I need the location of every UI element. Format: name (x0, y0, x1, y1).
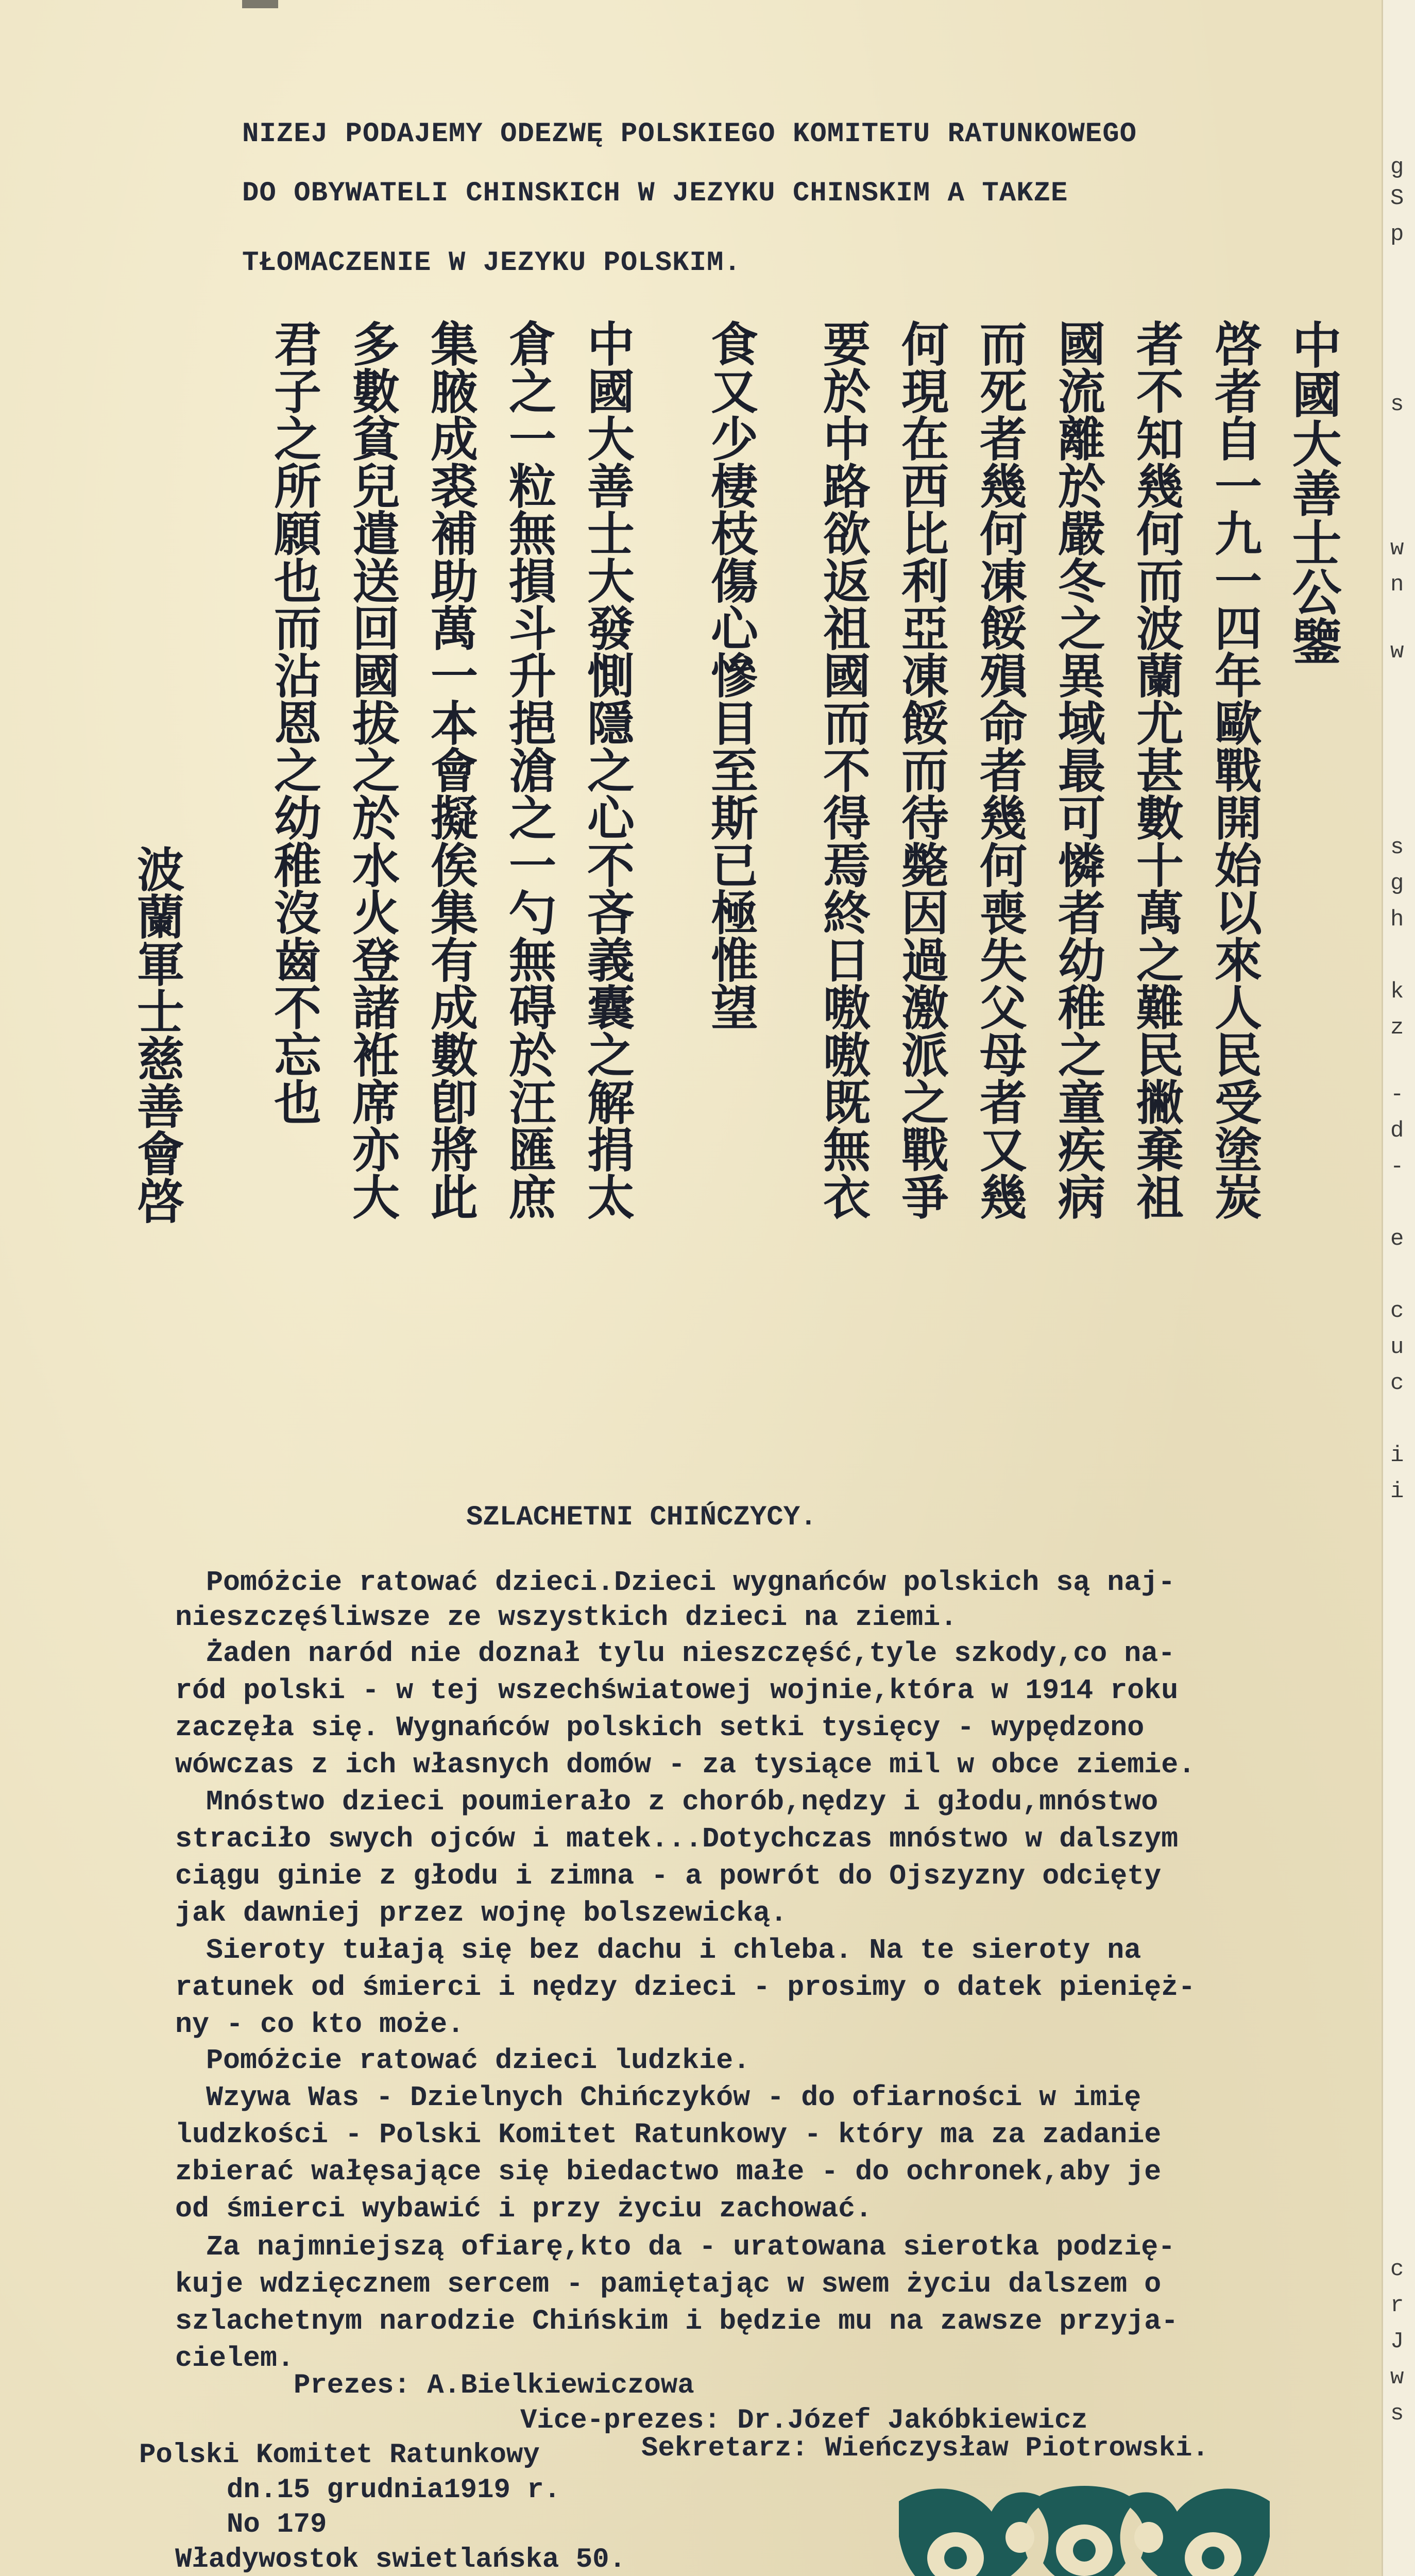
chinese-signature-column: 波蘭軍士慈善會啓 (129, 845, 184, 1224)
polish-line: Mnóstwo dzieci poumierało z chorób,nędzy i głodu,mnóstwo (206, 1786, 1158, 1818)
polish-line: Wzywa Was - Dzielnych Chińczyków - do ofiarności w imię (206, 2081, 1141, 2114)
edge-fragment: c (1390, 2257, 1404, 2282)
polish-line: nieszczęśliwsze ze wszystkich dzieci na ziemi. (175, 1601, 958, 1634)
edge-fragment: z (1390, 1015, 1404, 1041)
polish-line: Pomóżcie ratować dzieci.Dzieci wygnańców polskich są naj- (206, 1566, 1175, 1599)
edge-fragment: w (1390, 536, 1404, 562)
polish-line: wówczas z ich własnych domów - za tysiące mil w obce ziemie. (175, 1749, 1196, 1781)
polish-line: Żaden naród nie doznał tylu nieszczęść,tyle szkody,co na- (206, 1637, 1175, 1670)
chinese-column: 而死者幾何凍餒殞命者幾何喪失父母者又幾 (972, 319, 1027, 1220)
polish-line: ciągu ginie z głodu i zimna - a powrót do Ojszyzny odcięty (175, 1860, 1162, 1892)
edge-fragment: c (1390, 1298, 1404, 1324)
ornament-graphic (899, 2481, 1270, 2576)
chinese-column: 中國大善士公鑒 (1284, 319, 1342, 666)
edge-fragment: k (1390, 979, 1404, 1005)
polish-line: szlachetnym narodzie Chińskim i będzie mu na zawsze przyja- (175, 2305, 1179, 2337)
committee-address: Władywostok swietlańska 50. (175, 2544, 626, 2575)
edge-fragment: r (1390, 2293, 1404, 2318)
polish-line: Pomóżcie ratować dzieci ludzkie. (206, 2044, 751, 2077)
signature-secretary: Sekretarz: Wieńczysław Piotrowski. (641, 2433, 1209, 2464)
polish-line: od śmierci wybawić i przy życiu zachować. (175, 2193, 873, 2225)
signature-president: Prezes: A.Bielkiewiczowa (294, 2370, 694, 2401)
polish-line: zaczęła się. Wygnańców polskich setki tysięcy - wypędzono (175, 1711, 1145, 1744)
polish-line: jak dawniej przez wojnę bolszewicką. (175, 1897, 788, 1929)
edge-fragment: i (1390, 1479, 1404, 1504)
edge-fragment: u (1390, 1334, 1404, 1360)
ornament-dot (944, 2547, 967, 2569)
adjacent-page-edge (1382, 0, 1415, 2576)
chinese-column: 君子之所願也而沾恩之幼稚沒齒不忘也 (266, 319, 321, 1125)
polish-line: ludzkości - Polski Komitet Ratunkowy - który ma za zadanie (175, 2119, 1162, 2151)
chinese-column: 集腋成裘補助萬一本會擬俟集有成數卽將此 (423, 319, 478, 1220)
ornament-hole (1134, 2522, 1163, 2553)
edge-fragment: S (1390, 185, 1404, 211)
edge-fragment: - (1390, 1082, 1404, 1108)
edge-fragment: s (1390, 392, 1404, 417)
signature-vice-president: Vice-prezes: Dr.Józef Jakóbkiewicz (520, 2405, 1088, 2436)
edge-fragment: g (1390, 871, 1404, 896)
chinese-column: 中國大善士大發惻隱之心不吝義囊之解捐太 (579, 319, 635, 1220)
ornament-dot (1202, 2547, 1224, 2569)
polish-line: ny - co kto może. (175, 2008, 465, 2041)
edge-fragment: n (1390, 572, 1404, 598)
edge-fragment: i (1390, 1443, 1404, 1468)
chinese-column: 要於中路欲返祖國而不得焉終日嗷嗷既無衣 (815, 319, 871, 1220)
polish-line: Za najmniejszą ofiarę,kto da - uratowana sierotka podzię- (206, 2231, 1175, 2263)
polish-line: ród polski - w tej wszechświatowej wojnie,która w 1914 roku (175, 1674, 1179, 1707)
chinese-column: 國流離於嚴冬之異域最可憐者幼稚之童疾病 (1050, 319, 1105, 1220)
document-number: No 179 (227, 2509, 327, 2540)
edge-fragment: d (1390, 1118, 1404, 1144)
polish-line: ratunek od śmierci i nędzy dzieci - prosimy o datek pienięż- (175, 1971, 1196, 2004)
header-line: TŁOMACZENIE W JEZYKU POLSKIM. (242, 247, 741, 279)
chinese-column: 多數貧兒遣送回國拔之於水火登諸袵席亦大 (345, 319, 400, 1220)
edge-fragment: s (1390, 835, 1404, 860)
header-line: NIZEJ PODAJEMY ODEZWĘ POLSKIEGO KOMITETU RATUNKOWEGO (242, 118, 1137, 150)
edge-fragment: e (1390, 1226, 1404, 1252)
committee-name: Polski Komitet Ratunkowy (139, 2439, 540, 2471)
edge-fragment: c (1390, 1370, 1404, 1396)
polish-subheading: SZLACHETNI CHIŃCZYCY. (466, 1502, 817, 1533)
edge-fragment: w (1390, 2365, 1404, 2391)
polish-line: kuje wdzięcznem sercem - pamiętając w swem życiu dalszem o (175, 2268, 1162, 2300)
chinese-column: 何現在西比利亞凍餒而待斃因過激派之戰爭 (894, 319, 949, 1220)
chinese-column: 食又少棲枝傷心慘目至斯已極惟望 (703, 319, 758, 1030)
edge-fragment: g (1390, 155, 1404, 180)
ornament-dot (1073, 2539, 1096, 2562)
edge-fragment: - (1390, 1154, 1404, 1180)
polish-line: straciło swych ojców i matek...Dotychczas mnóstwo w dalszym (175, 1823, 1179, 1855)
edge-fragment: w (1390, 639, 1404, 665)
ornament-hole (1005, 2522, 1034, 2553)
chinese-column: 者不知幾何而波蘭尤甚數十萬之難民撇棄祖 (1129, 319, 1184, 1220)
header-line: DO OBYWATELI CHINSKICH W JEZYKU CHINSKIM A TAKZE (242, 178, 1068, 209)
chinese-column: 啓者自一九一四年歐戰開始以來人民受塗炭 (1207, 319, 1262, 1220)
polish-line: cielem. (175, 2342, 295, 2375)
top-ink-mark (242, 0, 278, 8)
polish-line: zbierać wałęsające się biedactwo małe - do ochronek,aby je (175, 2156, 1162, 2188)
polish-line: Sieroty tułają się bez dachu i chleba. Na te sieroty na (206, 1934, 1141, 1967)
edge-fragment: s (1390, 2401, 1404, 2427)
edge-fragment: J (1390, 2329, 1404, 2354)
edge-fragment: h (1390, 907, 1404, 933)
issue-date: dn.15 grudnia1919 r. (227, 2475, 561, 2506)
chinese-column: 倉之一粒無損斗升挹滄之一勺無碍於汪匯庶 (501, 319, 556, 1220)
edge-fragment: p (1390, 222, 1404, 247)
